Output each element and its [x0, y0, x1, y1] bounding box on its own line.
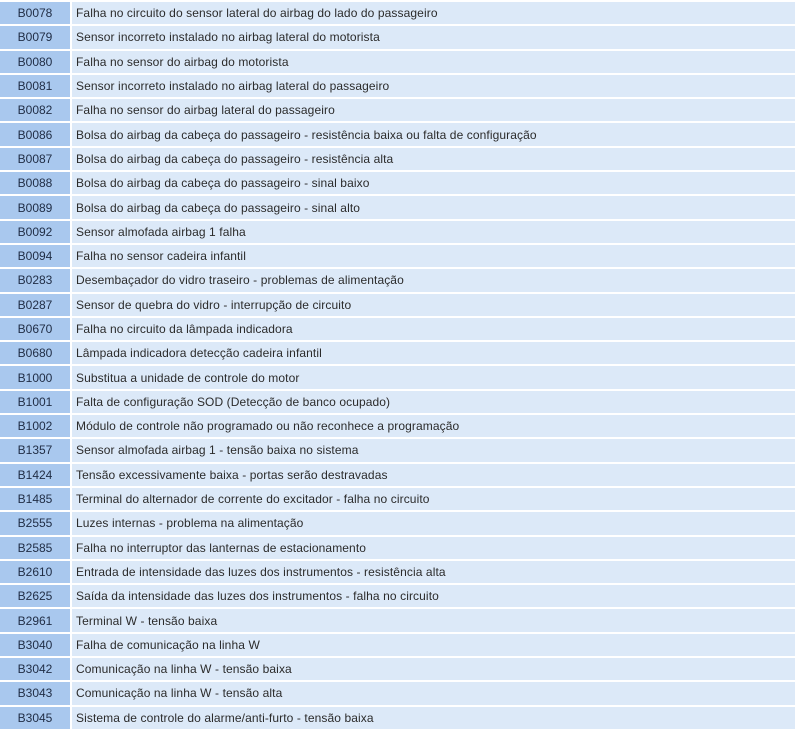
table-row — [0, 512, 795, 536]
fault-code-cell: B0078 — [0, 2, 72, 26]
table-row — [0, 99, 795, 123]
fault-code-cell: B1001 — [0, 391, 72, 415]
table-row — [0, 488, 795, 512]
fault-code-cell: B0081 — [0, 75, 72, 99]
fault-description-cell: Terminal W - tensão baixa — [72, 609, 795, 633]
fault-code-cell: B2625 — [0, 585, 72, 609]
fault-code-cell: B3045 — [0, 707, 72, 731]
fault-description-cell: Sensor almofada airbag 1 falha — [72, 221, 795, 245]
fault-code-cell: B0087 — [0, 148, 72, 172]
fault-code-cell: B0680 — [0, 342, 72, 366]
fault-code-cell: B0094 — [0, 245, 72, 269]
fault-description-cell: Bolsa do airbag da cabeça do passageiro - resistência baixa ou falta de configuração — [72, 123, 795, 147]
table-row — [0, 51, 795, 75]
table-row — [0, 342, 795, 366]
fault-code-cell: B3040 — [0, 634, 72, 658]
table-row — [0, 415, 795, 439]
fault-code-cell: B2585 — [0, 537, 72, 561]
fault-description-cell: Luzes internas - problema na alimentação — [72, 512, 795, 536]
fault-code-table — [0, 2, 795, 731]
fault-code-cell: B3042 — [0, 658, 72, 682]
fault-description-cell: Saída da intensidade das luzes dos instrumentos - falha no circuito — [72, 585, 795, 609]
table-row — [0, 537, 795, 561]
fault-code-cell: B0089 — [0, 196, 72, 220]
table-row — [0, 269, 795, 293]
table-row — [0, 585, 795, 609]
fault-code-table-body — [0, 2, 795, 731]
fault-description-cell: Sensor de quebra do vidro - interrupção de circuito — [72, 294, 795, 318]
fault-code-cell: B0086 — [0, 123, 72, 147]
fault-code-cell: B2555 — [0, 512, 72, 536]
fault-code-cell: B0079 — [0, 26, 72, 50]
fault-code-cell: B0092 — [0, 221, 72, 245]
table-row — [0, 2, 795, 26]
fault-description-cell: Sensor incorreto instalado no airbag lateral do motorista — [72, 26, 795, 50]
table-row — [0, 439, 795, 463]
fault-code-cell: B0287 — [0, 294, 72, 318]
fault-description-cell: Bolsa do airbag da cabeça do passageiro - sinal alto — [72, 196, 795, 220]
table-row — [0, 634, 795, 658]
table-row — [0, 196, 795, 220]
fault-description-cell: Sensor incorreto instalado no airbag lateral do passageiro — [72, 75, 795, 99]
fault-description-cell: Falha de comunicação na linha W — [72, 634, 795, 658]
table-row — [0, 245, 795, 269]
table-row — [0, 294, 795, 318]
table-row — [0, 464, 795, 488]
table-row — [0, 318, 795, 342]
table-row — [0, 609, 795, 633]
fault-code-cell: B2961 — [0, 609, 72, 633]
fault-code-cell: B2610 — [0, 561, 72, 585]
fault-description-cell: Falha no interruptor das lanternas de estacionamento — [72, 537, 795, 561]
fault-description-cell: Falha no sensor do airbag lateral do passageiro — [72, 99, 795, 123]
fault-description-cell: Terminal do alternador de corrente do excitador - falha no circuito — [72, 488, 795, 512]
table-row — [0, 366, 795, 390]
table-row — [0, 172, 795, 196]
fault-description-cell: Lâmpada indicadora detecção cadeira infantil — [72, 342, 795, 366]
table-row — [0, 561, 795, 585]
fault-code-cell: B0088 — [0, 172, 72, 196]
fault-description-cell: Comunicação na linha W - tensão alta — [72, 682, 795, 706]
table-row — [0, 707, 795, 731]
fault-description-cell: Substitua a unidade de controle do motor — [72, 366, 795, 390]
fault-description-cell: Bolsa do airbag da cabeça do passageiro - resistência alta — [72, 148, 795, 172]
fault-description-cell: Falta de configuração SOD (Detecção de banco ocupado) — [72, 391, 795, 415]
fault-description-cell: Sensor almofada airbag 1 - tensão baixa no sistema — [72, 439, 795, 463]
fault-description-cell: Falha no sensor cadeira infantil — [72, 245, 795, 269]
fault-description-cell: Comunicação na linha W - tensão baixa — [72, 658, 795, 682]
table-row — [0, 123, 795, 147]
table-row — [0, 148, 795, 172]
fault-description-cell: Tensão excessivamente baixa - portas serão destravadas — [72, 464, 795, 488]
fault-description-cell: Sistema de controle do alarme/anti-furto - tensão baixa — [72, 707, 795, 731]
table-row — [0, 221, 795, 245]
fault-code-cell: B0082 — [0, 99, 72, 123]
fault-code-cell: B1357 — [0, 439, 72, 463]
fault-code-cell: B1424 — [0, 464, 72, 488]
fault-description-cell: Desembaçador do vidro traseiro - problemas de alimentação — [72, 269, 795, 293]
fault-code-cell: B1485 — [0, 488, 72, 512]
fault-code-cell: B1000 — [0, 366, 72, 390]
table-row — [0, 391, 795, 415]
fault-description-cell: Entrada de intensidade das luzes dos instrumentos - resistência alta — [72, 561, 795, 585]
fault-description-cell: Falha no circuito do sensor lateral do airbag do lado do passageiro — [72, 2, 795, 26]
table-row — [0, 658, 795, 682]
fault-code-cell: B0283 — [0, 269, 72, 293]
fault-description-cell: Bolsa do airbag da cabeça do passageiro - sinal baixo — [72, 172, 795, 196]
fault-description-cell: Falha no sensor do airbag do motorista — [72, 51, 795, 75]
fault-description-cell: Módulo de controle não programado ou não reconhece a programação — [72, 415, 795, 439]
fault-code-cell: B3043 — [0, 682, 72, 706]
fault-description-cell: Falha no circuito da lâmpada indicadora — [72, 318, 795, 342]
fault-code-cell: B0670 — [0, 318, 72, 342]
fault-code-cell: B1002 — [0, 415, 72, 439]
fault-code-cell: B0080 — [0, 51, 72, 75]
table-row — [0, 682, 795, 706]
table-row — [0, 75, 795, 99]
table-row — [0, 26, 795, 50]
